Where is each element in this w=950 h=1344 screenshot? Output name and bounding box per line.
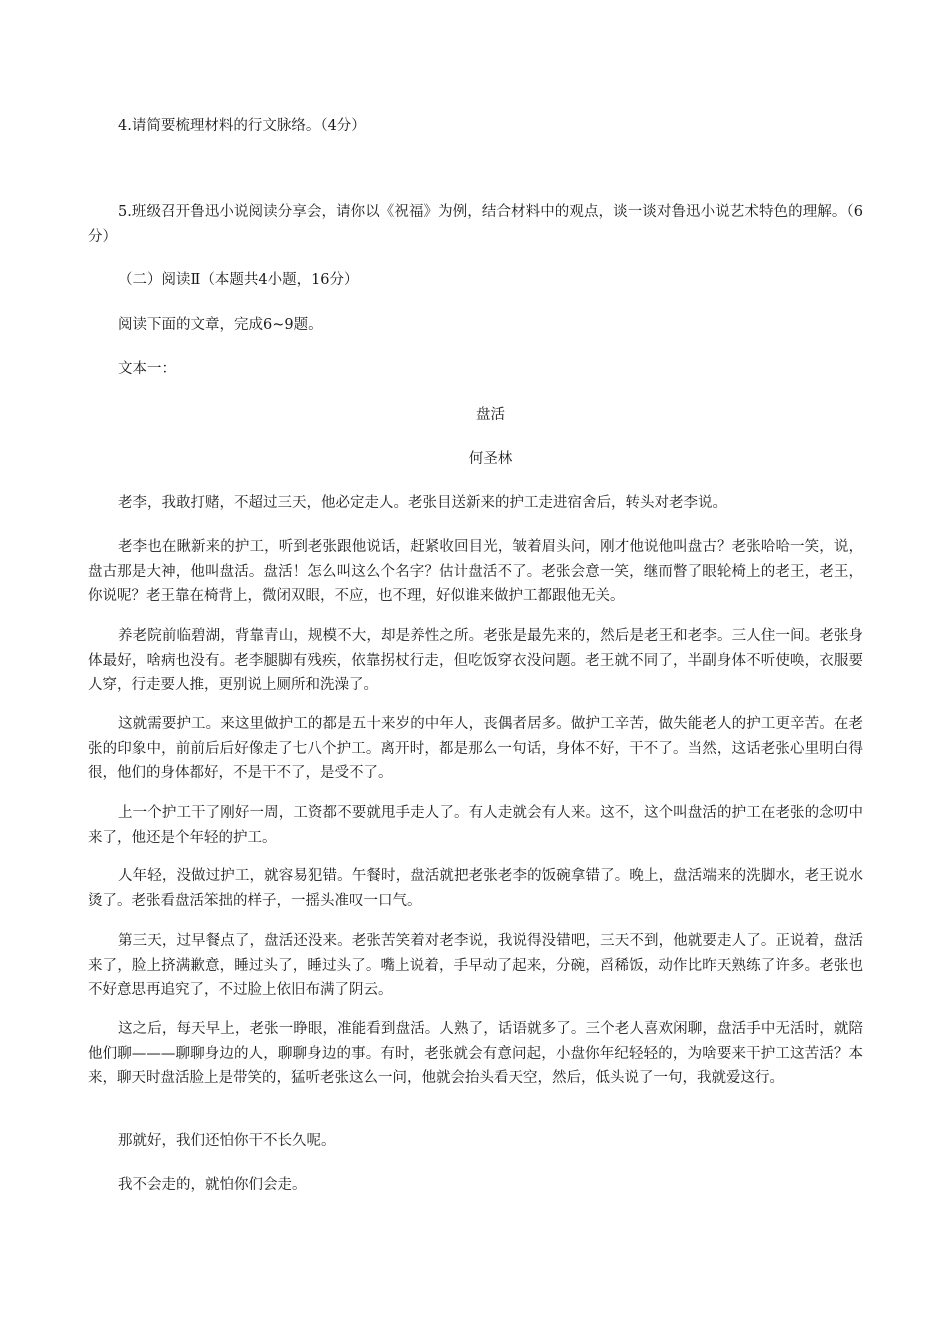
question-5: 5.班级召开鲁迅小说阅读分享会，请你以《祝福》为例，结合材料中的观点，谈一谈对鲁迅小说艺术特色的理解。（6分） bbox=[88, 204, 863, 245]
story-paragraph-4: 这就需要护工。来这里做护工的都是五十来岁的中年人，丧偶者居多。做护工辛苦，做失能老人的护工更辛苦。在老张的印象中，前前后后好像走了七八个护工。离开时，都是那么一句话，身体不好，干不了。当然，这话老张心里明白得很，他们的身体都好，不是干不了，是受不了。 bbox=[88, 716, 863, 781]
question-4: 4.请简要梳理材料的行文脉络。（4分） bbox=[118, 118, 366, 134]
story-paragraph-3: 养老院前临碧湖，背靠青山，规模不大，却是养性之所。老张是最先来的，然后是老王和老李。三人住一间。老张身体最好，啥病也没有。老李腿脚有残疾，依靠拐杖行走，但吃饭穿衣没问题。老王就不同了，半副身体不听使唤，衣服要人穿，行走要人推，更别说上厕所和洗澡了。 bbox=[88, 628, 863, 693]
story-paragraph-5: 上一个护工干了刚好一周，工资都不要就甩手走人了。有人走就会有人来。这不，这个叫盘活的护工在老张的念叨中来了，他还是个年轻的护工。 bbox=[88, 805, 863, 846]
story-title: 盘活 bbox=[476, 407, 505, 423]
section-heading: （二）阅读Ⅱ（本题共4小题，16分） bbox=[118, 272, 359, 288]
story-paragraph-7: 第三天，过早餐点了，盘活还没来。老张苦笑着对老李说，我说得没错吧，三天不到，他就要走人了。正说着，盘活来了，脸上挤满歉意，睡过头了，睡过头了。嘴上说着，手早动了起来，分碗，舀稀饭，动作比昨天熟练了许多。老张也不好意思再追究了，不过脸上依旧布满了阴云。 bbox=[88, 933, 863, 998]
story-paragraph-6: 人年轻，没做过护工，就容易犯错。午餐时，盘活就把老张老李的饭碗拿错了。晚上，盘活端来的洗脚水，老王说水烫了。老张看盘活笨拙的样子，一摇头准叹一口气。 bbox=[88, 868, 863, 909]
story-paragraph-9: 那就好，我们还怕你干不长久呢。 bbox=[118, 1133, 336, 1149]
story-paragraph-10: 我不会走的，就怕你们会走。 bbox=[118, 1177, 307, 1193]
story-author: 何圣林 bbox=[468, 451, 513, 467]
story-paragraph-1: 老李，我敢打赌，不超过三天，他必定走人。老张目送新来的护工走进宿舍后，转头对老李说。 bbox=[118, 495, 727, 511]
story-paragraph-8: 这之后，每天早上，老张一睁眼，准能看到盘活。人熟了，话语就多了。三个老人喜欢闲聊，盘活手中无活时，就陪他们聊———聊聊身边的人，聊聊身边的事。有时，老张就会有意问起，小盘你年纪轻轻的，为啥要来干护工这苦活？本来，聊天时盘活脸上是带笑的，猛听老张这么一问，他就会抬头看天空，然后，低头说了一句，我就爱这行。 bbox=[88, 1021, 863, 1086]
reading-instruction: 阅读下面的文章，完成6~9题。 bbox=[118, 317, 323, 333]
story-paragraph-2: 老李也在瞅新来的护工，听到老张跟他说话，赶紧收回目光，皱着眉头问，刚才他说他叫盘古？老张哈哈一笑，说，盘古那是大神，他叫盘活。盘活！怎么叫这么个名字？估计盘活不了。老张会意一笑，继而瞥了眼轮椅上的老王，老王，你说呢？老王靠在椅背上，微闭双眼，不应，也不理，好似谁来做护工都跟他无关。 bbox=[88, 539, 863, 604]
text-label: 文本一： bbox=[118, 361, 176, 377]
